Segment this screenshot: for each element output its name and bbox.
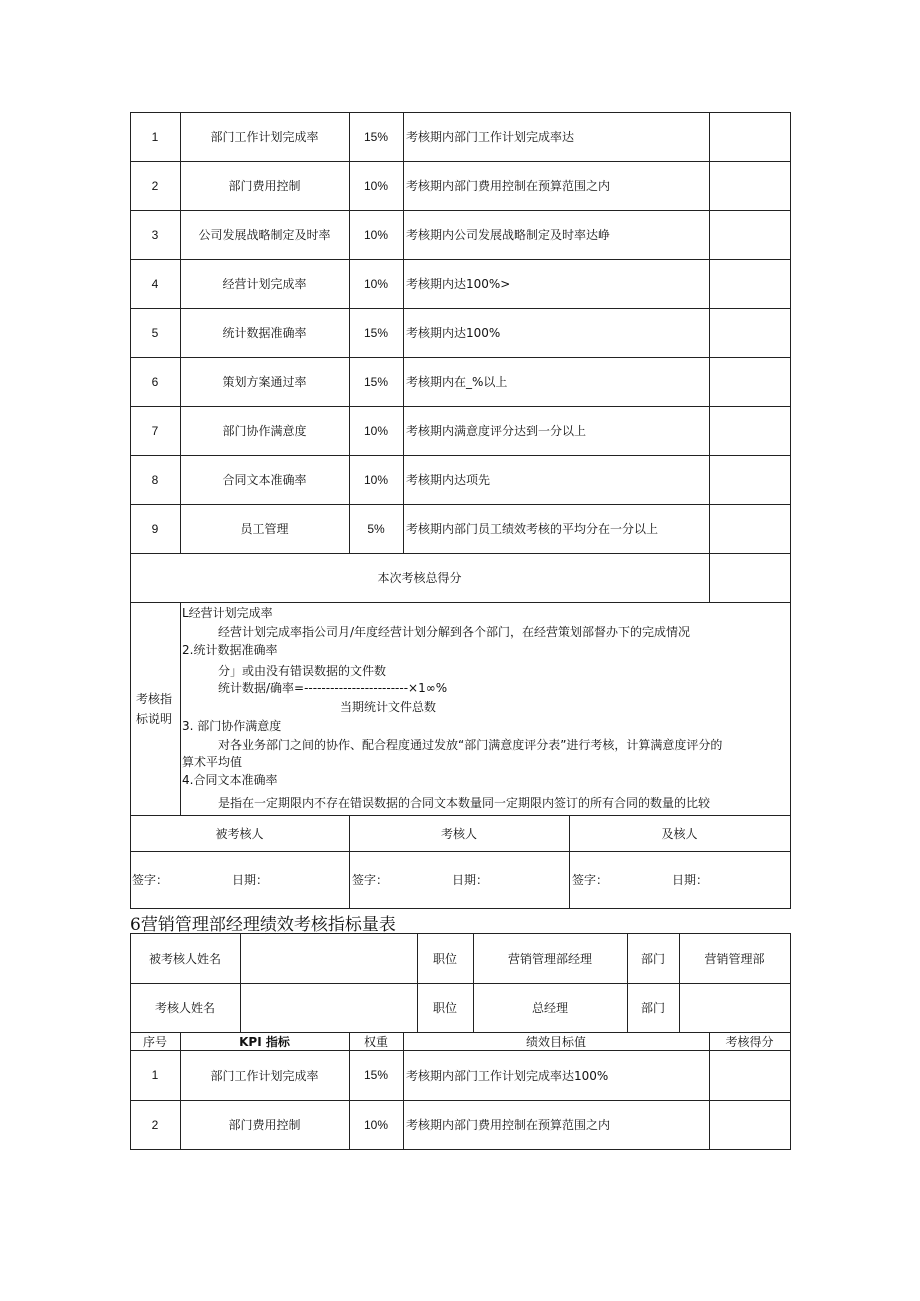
kpi-target: 考核期内部门费用控制在预算范围之内 [406,179,611,193]
kpi-name: 公司发展战略制定及时率 [198,228,331,242]
department-label: 部门 [640,1001,665,1015]
kpi-target: 考核期内公司发展战略制定及时率达峥 [406,228,611,242]
kpi-weight: 10% [363,1117,389,1132]
kpi-weight: 15% [363,325,389,340]
note-line: 对各业务部门之间的协作、配合程度通过发放“部门满意度评分表”进行考核，计算满意度评分的 [218,738,723,752]
score-cell[interactable] [710,505,790,553]
column-header-score: 考核得分 [725,1034,774,1049]
kpi-weight: 10% [363,178,389,193]
notes-label-line1: 考核指 [136,692,173,706]
row-number: 8 [151,472,159,487]
kpi-weight: 10% [363,276,389,291]
kpi-name: 策划方案通过率 [222,375,307,389]
signature-field[interactable]: 签字： [352,873,389,887]
appraisee-name-field[interactable] [241,934,417,983]
total-score-label: 本次考核总得分 [377,571,462,585]
row-number: 1 [151,129,159,144]
kpi-name: 部门协作满意度 [222,424,307,438]
appraisee-header: 被考核人 [215,826,264,841]
note-line: 算术平均值 [182,755,243,769]
score-cell[interactable] [710,1101,790,1149]
note-line: 分」或由没有错误数据的文件数 [218,664,387,678]
note-line: 经营计划完成率指公司月/年度经营计划分解到各个部门，在经营策划部督办下的完成情况 [218,625,691,639]
row-number: 2 [151,178,159,193]
note-line: 统计数据/确率=------------------------×1∞% [218,681,448,695]
kpi-target: 考核期内部门员工绩效考核的平均分在一分以上 [406,522,659,536]
appraisee-department: 营销管理部 [704,951,765,966]
kpi-weight: 15% [363,129,389,144]
score-cell[interactable] [710,358,790,406]
date-field[interactable]: 日期： [452,873,489,887]
score-cell[interactable] [710,162,790,210]
kpi-target: 考核期内达100%> [406,277,511,291]
kpi-weight: 10% [363,227,389,242]
kpi-target: 考核期内满意度评分达到一分以上 [406,424,587,438]
note-line: 3. 部门协作满意度 [182,719,282,733]
kpi-name: 员工管理 [240,522,289,536]
appraiser-name-field[interactable] [241,984,417,1032]
column-header-no: 序号 [142,1034,167,1049]
score-cell[interactable] [710,456,790,504]
kpi-weight: 10% [363,423,389,438]
kpi-weight: 15% [363,374,389,389]
appraiser-position: 总经理 [531,1001,568,1015]
kpi-weight: 15% [363,1068,389,1082]
appraiser-department[interactable] [679,983,790,1032]
kpi-name: 经营计划完成率 [222,277,307,291]
position-label: 职位 [432,1001,457,1015]
note-line: 是指在一定期限内不存在错误数据的合同文本数量同一定期限内签订的所有合同的数量的比较 [218,796,711,810]
notes-label-line2: 标说明 [136,712,173,726]
appraiser-name-label: 考核人姓名 [154,1001,215,1015]
score-cell[interactable] [710,113,790,161]
row-number: 2 [151,1117,159,1132]
kpi-name: 部门费用控制 [228,1118,301,1132]
kpi-target: 考核期内部门工作计划完成率达100% [406,1068,609,1083]
row-number: 6 [151,374,159,389]
date-field[interactable]: 日期： [232,873,269,887]
appraisee-position: 营销管理部经理 [507,951,592,966]
kpi-target: 考核期内部门工作计划完成率达 [406,130,575,144]
kpi-name: 部门工作计划完成率 [210,1068,319,1083]
score-cell[interactable] [710,1051,790,1100]
kpi-name: 部门工作计划完成率 [210,130,319,144]
score-cell[interactable] [710,260,790,308]
row-number: 4 [151,276,159,291]
kpi-target: 考核期内部门费用控制在预算范围之内 [406,1118,611,1132]
score-cell[interactable] [710,211,790,259]
row-number: 1 [151,1068,159,1082]
note-line: 当期统计文件总数 [340,700,437,714]
total-score-cell[interactable] [710,554,790,602]
signature-field[interactable]: 签字： [132,873,169,887]
score-cell[interactable] [710,309,790,357]
department-label: 部门 [640,951,665,966]
kpi-weight: 5% [367,521,385,536]
reviewer-header: 及核人 [661,826,698,841]
kpi-weight: 10% [363,472,389,487]
row-number: 3 [151,227,159,242]
date-field[interactable]: 日期： [672,873,709,887]
note-line: 4.合同文本准确率 [182,773,278,787]
column-header-target: 绩效目标值 [525,1034,586,1049]
section-title: 6营销管理部经理绩效考核指标量表 [130,915,396,935]
note-line: 2.统计数据准确率 [182,643,278,657]
note-line: L经营计划完成率 [182,606,273,620]
kpi-target: 考核期内达项先 [406,473,491,487]
kpi-name: 部门费用控制 [228,179,301,193]
appraiser-header: 考核人 [440,826,477,841]
position-label: 职位 [432,951,457,966]
row-number: 9 [151,521,159,536]
column-header-weight: 权重 [363,1034,388,1049]
kpi-target: 考核期内达100% [406,326,501,340]
row-number: 7 [151,423,159,438]
kpi-name: 合同文本准确率 [222,473,307,487]
kpi-target: 考核期内在_%以上 [406,375,508,389]
row-number: 5 [151,325,159,340]
appraisee-name-label: 被考核人姓名 [148,951,221,966]
column-header-kpi: KPI 指标 [239,1034,290,1049]
signature-field[interactable]: 签字： [572,873,609,887]
score-cell[interactable] [710,407,790,455]
kpi-name: 统计数据准确率 [222,326,307,340]
